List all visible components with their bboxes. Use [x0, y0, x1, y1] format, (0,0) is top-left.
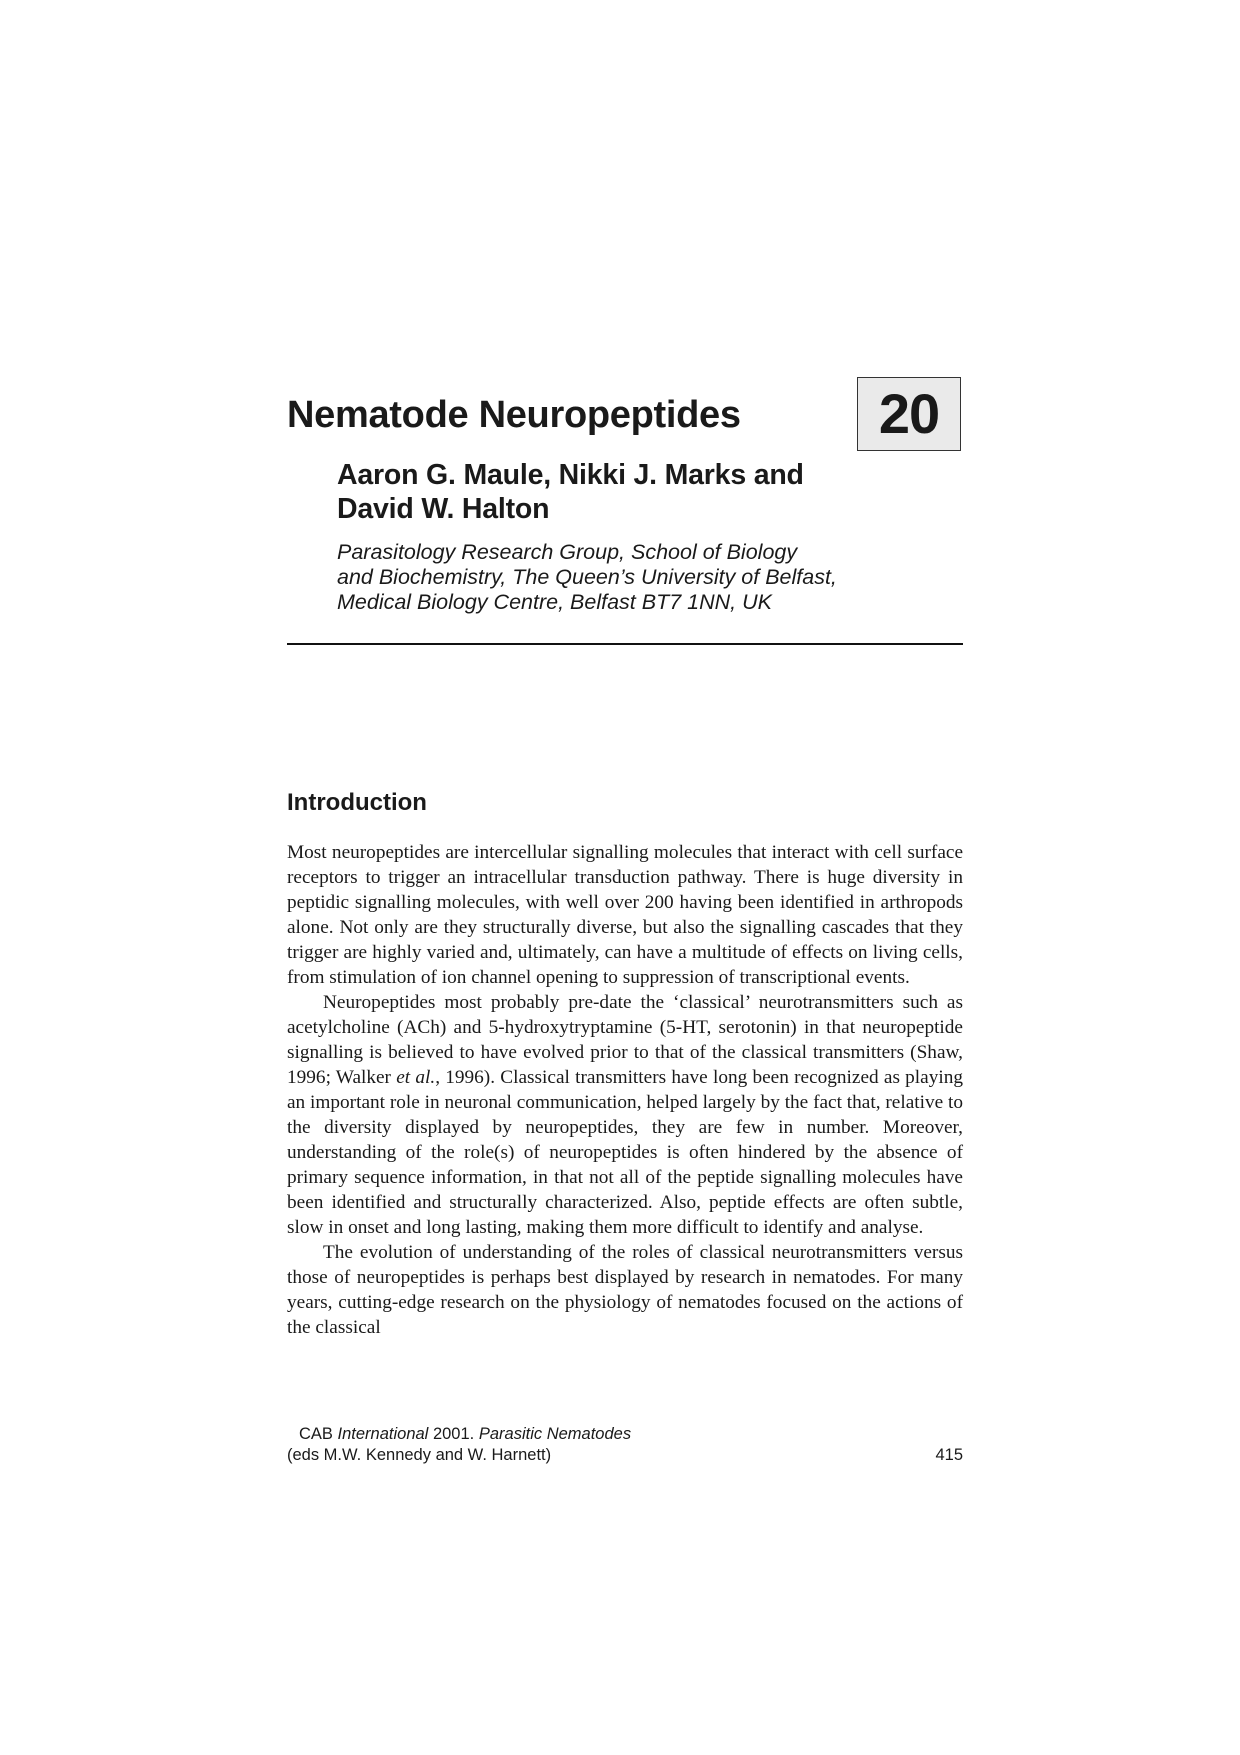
affiliation-line-2: and Biochemistry, The Queen’s University of Belfast, — [337, 565, 837, 589]
footer-editors: (eds M.W. Kennedy and W. Harnett) — [287, 1446, 552, 1464]
book-page — [287, 0, 963, 1755]
footer-editors-row — [287, 1445, 963, 1466]
page-footer — [287, 1424, 963, 1466]
page-number: 415 — [935, 1446, 963, 1464]
footer-citation — [287, 1424, 963, 1445]
authors-line-2: David W. Halton — [337, 493, 550, 525]
authors-line-1: Aaron G. Maule, Nikki J. Marks and — [337, 459, 804, 491]
footer-publisher: CAB — [299, 1425, 333, 1443]
affiliation — [337, 540, 937, 615]
chapter-number: 20 — [857, 377, 961, 451]
paragraph-2-part-a: Neuropeptides most probably pre-date the ‘classical’ neurotransmitters such as acetylcholine (ACh) and 5-hydroxytryptamine (5-HT, serotonin) in that neuropeptide signalling is believed to have evolved prior to that of the classical transmitters (Shaw, 1996; Walker — [287, 992, 963, 1088]
footer-publisher-italic: International — [337, 1425, 429, 1443]
paragraph-2-et-al: et al. — [396, 1067, 436, 1088]
footer-year: 2001. — [432, 1425, 475, 1443]
section-heading: Introduction — [287, 789, 427, 816]
affiliation-line-1: Parasitology Research Group, School of Biology — [337, 540, 798, 564]
title-divider — [287, 643, 963, 645]
paragraph-3: The evolution of understanding of the roles of classical neurotransmitters versus those of neuropeptides is perhaps best displayed by research in nematodes. For many years, cutting-edge research on the physiology of nematodes focused on the actions of the classical — [287, 1242, 963, 1338]
affiliation-line-3: Medical Biology Centre, Belfast BT7 1NN, UK — [337, 590, 772, 614]
body-text — [287, 840, 963, 1340]
chapter-title: Nematode Neuropeptides — [287, 394, 741, 436]
authors — [337, 458, 897, 526]
paragraph-2-part-b: , 1996). Classical transmitters have long been recognized as playing an important role in neuronal communication, helped largely by the fact that, relative to the diversity displayed by neuropeptides, they are few in number. Moreover, understanding of the role(s) of neuropeptides is often hindered by the absence of primary sequence information, in that not all of the peptide signalling molecules have been identified and structurally characterized. Also, peptide effects are often subtle, slow in onset and long lasting, making them more difficult to identify and analyse. — [287, 1067, 963, 1238]
paragraph-1: Most neuropeptides are intercellular signalling molecules that interact with cell surface receptors to trigger an intracellular transduction pathway. There is huge diversity in peptidic signalling molecules, with well over 200 having been identified in arthropods alone. Not only are they structurally diverse, but also the signalling cascades that they trigger are highly varied and, ultimately, can have a multitude of effects on living cells, from stimulation of ion channel opening to suppression of transcriptional events. — [287, 842, 963, 988]
paragraph-2 — [287, 990, 963, 1240]
footer-book-title: Parasitic Nematodes — [478, 1425, 632, 1443]
